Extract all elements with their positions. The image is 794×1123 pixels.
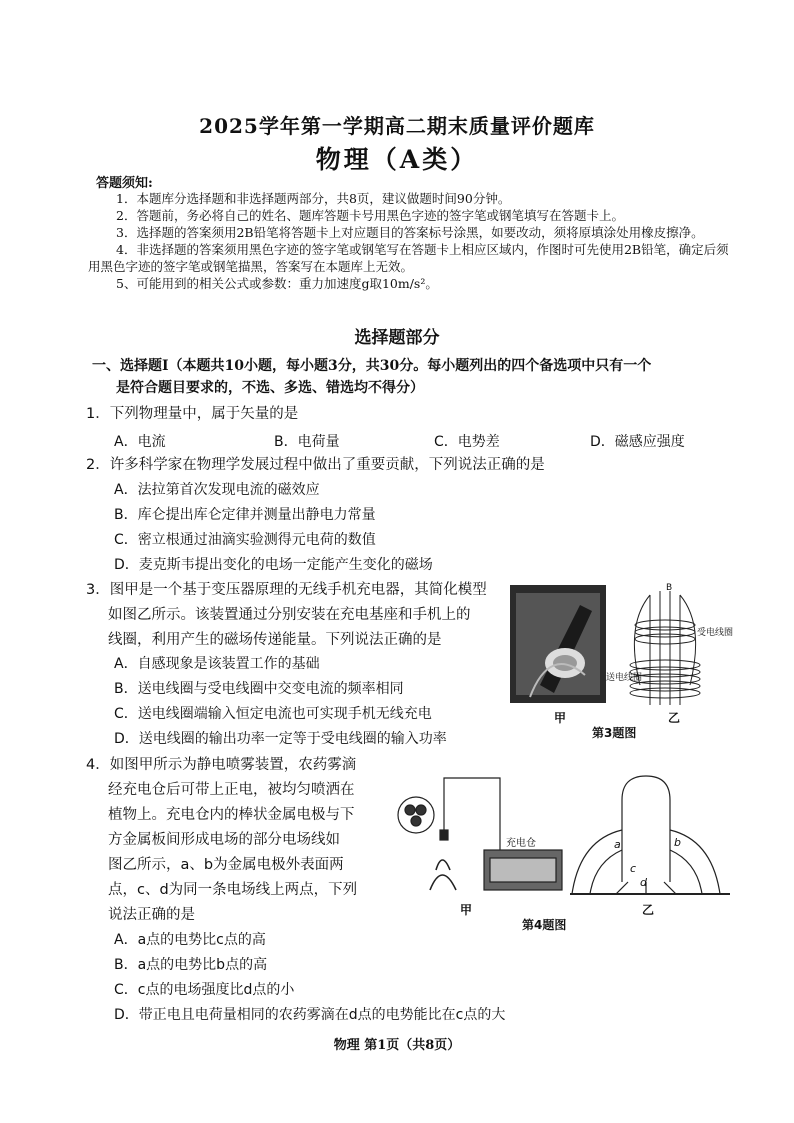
q4-option-b: B．a点的电势比b点的高 xyxy=(114,957,268,973)
droplet-magnifier xyxy=(398,797,434,833)
send-coil-turn xyxy=(630,688,700,698)
question-2-stem xyxy=(86,453,545,478)
notice-item-3: 3．选择题的答案须用2B铅笔将答题卡上对应题目的答案标号涂黑，如要改动，须将原填涂处用橡皮擦净。 xyxy=(116,225,704,240)
sprayer-diagram xyxy=(398,778,562,890)
q1-option-d: D．磁感应强度 xyxy=(590,434,685,450)
field-line xyxy=(680,595,696,685)
exam-title: 2025学年第一学期高二期末质量评价题库 xyxy=(199,114,595,138)
q3-option-a: A．自感现象是该装置工作的基础 xyxy=(114,656,320,672)
q4-options xyxy=(114,928,505,1028)
figure-4 xyxy=(390,770,750,935)
figure-3-label-right: 乙 xyxy=(668,711,681,725)
figure-4-graphic xyxy=(390,770,750,900)
q3-option-b: B．送电线圈与受电线圈中交变电流的频率相同 xyxy=(114,681,404,697)
section-title: 选择题部分 xyxy=(354,328,440,348)
point-a-label: a xyxy=(614,838,621,851)
q4-stem-line3: 植物上。充电仓内的棒状金属电极与下 xyxy=(108,807,355,823)
electric-field-line xyxy=(664,882,676,894)
q4-option-c: C．c点的电场强度比d点的小 xyxy=(114,982,295,998)
q3-option-d: D．送电线圈的输出功率一定等于受电线圈的输入功率 xyxy=(114,731,447,747)
point-b-label: b xyxy=(674,836,681,849)
section-intro-line1: 一、选择题Ⅰ（本题共10小题，每小题3分，共30分。每小题列出的四个备选项中只有一个 xyxy=(92,358,652,374)
label-receive-coil: 受电线圈 xyxy=(697,628,734,638)
q3-stem-line3: 线圈，利用产生的磁场传递能量。下列说法正确的是 xyxy=(108,632,442,648)
q2-stem-line: 2．许多科学家在物理学发展过程中做出了重要贡献，下列说法正确的是 xyxy=(86,457,545,473)
figure-3-label-left: 甲 xyxy=(554,711,567,725)
question-3-stem xyxy=(86,578,487,653)
q3-options xyxy=(114,652,447,752)
droplet xyxy=(411,816,421,826)
field-diagram xyxy=(570,776,730,894)
coil-diagram xyxy=(630,591,700,705)
q4-stem-line1: 4．如图甲所示为静电喷雾装置，农药雾滴 xyxy=(86,757,357,773)
q2-option-a: A．法拉第首次发现电流的磁效应 xyxy=(114,482,320,498)
figure-4-label-left: 甲 xyxy=(460,903,473,917)
plant xyxy=(430,860,456,890)
point-d-label: d xyxy=(640,876,647,889)
q2-option-d: D．麦克斯韦提出变化的电场一定能产生变化的磁场 xyxy=(114,557,433,573)
q4-option-d: D．带正电且电荷量相同的农药雾滴在d点的电势能比在c点的大 xyxy=(114,1007,506,1023)
page-footer: 物理 第1页（共8页） xyxy=(333,1038,461,1053)
q4-stem-line2: 经充电仓后可带上正电，被均匀喷洒在 xyxy=(108,782,355,798)
charging-pad-inner xyxy=(553,655,577,671)
q4-stem-line6: 点，c、d为同一条电场线上两点，下列 xyxy=(108,882,358,898)
q2-option-b: B．库仑提出库仑定律并测量出静电力常量 xyxy=(114,507,376,523)
droplet xyxy=(405,805,415,815)
subject-title: 物理（A类） xyxy=(315,145,479,174)
q1-option-a: A．电流 xyxy=(114,434,166,450)
label-send-coil: 送电线圈 xyxy=(606,673,643,683)
q3-stem-line2: 如图乙所示。该装置通过分别安装在充电基座和手机上的 xyxy=(108,607,471,623)
notice-item-2: 2．答题前，务必将自己的姓名、题库答题卡号用黑色字迹的签字笔或钢笔填写在答题卡上。 xyxy=(116,208,624,223)
charge-chamber-inner xyxy=(490,858,556,882)
q4-stem-line4: 方金属板间形成电场的部分电场线如 xyxy=(108,832,340,848)
q2-option-c: C．密立根通过油滴实验测得元电荷的数值 xyxy=(114,532,376,548)
question-4-stem xyxy=(86,753,357,928)
question-1-stem xyxy=(86,402,298,427)
q1-option-c: C．电势差 xyxy=(434,434,500,450)
q3-stem-line1: 3．图甲是一个基于变压器原理的无线手机充电器，其简化模型 xyxy=(86,582,487,598)
section-intro xyxy=(92,355,742,399)
notice-list xyxy=(88,190,738,292)
receive-coil-turn xyxy=(635,634,695,644)
notice-item-1: 1．本题库分选择题和非选择题两部分，共8页，建议做题时间90分钟。 xyxy=(116,191,511,206)
nozzle xyxy=(440,830,448,840)
label-charge-chamber: 充电仓 xyxy=(506,838,536,849)
q4-stem-line5: 图乙所示，a、b为金属电极外表面两 xyxy=(108,857,344,873)
figure-3-graphic xyxy=(510,585,740,710)
point-c-label: c xyxy=(630,862,637,875)
section-intro-line2: 是符合题目要求的，不选、多选、错选均不得分） xyxy=(116,380,424,396)
figure-3-caption: 第3题图 xyxy=(592,726,637,740)
electric-field-line xyxy=(670,850,702,894)
droplet xyxy=(416,805,426,815)
electric-field-line xyxy=(616,882,628,894)
figure-4-label-right: 乙 xyxy=(642,903,655,917)
q4-option-a: A．a点的电势比c点的高 xyxy=(114,932,266,948)
notice-item-5: 5、可能用到的相关公式或参数：重力加速度g取10m/s²。 xyxy=(116,276,438,291)
figure-4-caption: 第4题图 xyxy=(522,918,567,932)
label-b-field: B xyxy=(666,583,673,593)
q1-option-b: B．电荷量 xyxy=(274,434,340,450)
notice-item-4: 4．非选择题的答案须用黑色字迹的签字笔或钢笔写在答题卡上相应区域内，作图时可先使用2B铅笔，确定后须用黑色字迹的签字笔或钢笔描黑，答案写在本题库上无效。 xyxy=(88,242,729,274)
q1-stem-line: 1．下列物理量中，属于矢量的是 xyxy=(86,406,299,422)
q2-options xyxy=(114,478,433,578)
notice-heading: 答题须知: xyxy=(96,176,153,191)
figure-3 xyxy=(510,585,740,745)
q4-stem-line7: 说法正确的是 xyxy=(108,907,195,923)
spray-pipe xyxy=(444,778,500,850)
electric-field-line xyxy=(590,850,622,894)
q3-option-c: C．送电线圈端输入恒定电流也可实现手机无线充电 xyxy=(114,706,432,722)
